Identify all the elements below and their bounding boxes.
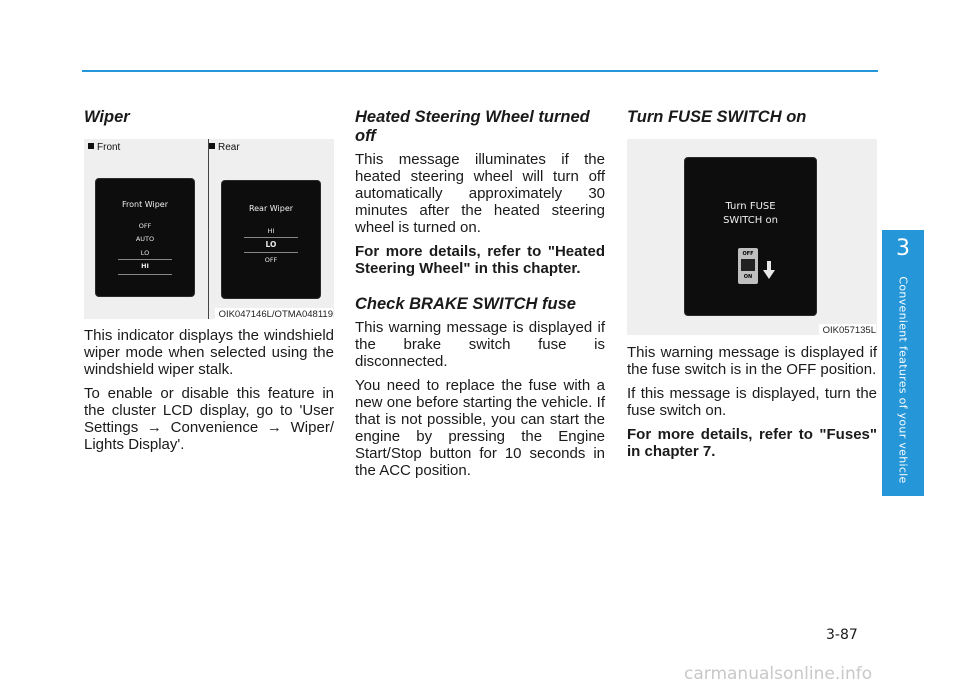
fuse-switch-paragraph-2: If this message is displayed, turn the fuse switch on.	[627, 385, 877, 419]
section-fuse-switch	[627, 108, 877, 467]
fuse-figure-caption: OIK057135L	[819, 324, 876, 336]
chapter-number: 3	[896, 236, 910, 261]
front-option-auto: AUTO	[135, 235, 155, 243]
wiper-figure	[84, 139, 334, 319]
fuse-switch-icon	[738, 248, 758, 284]
rear-option-lo: LO	[265, 240, 277, 249]
fuse-screen-line-2: SWITCH on	[723, 215, 778, 226]
fuse-switch-reference: For more details, refer to "Fuses" in chapter 7.	[627, 426, 877, 460]
legend-rear: Rear	[209, 142, 240, 153]
top-rule	[82, 70, 878, 72]
chapter-title: Convenient features of your vehicle	[896, 276, 910, 484]
fuse-switch-paragraph-1: This warning message is displayed if the fuse switch is in the OFF position.	[627, 344, 877, 378]
front-wiper-screen	[95, 178, 195, 297]
rear-option-hi: HI	[267, 227, 275, 235]
legend-square-icon	[209, 143, 215, 149]
section-heated-steering	[355, 108, 605, 486]
heated-steering-heading: Heated Steering Wheel turned off	[355, 108, 590, 145]
front-option-hi: HI	[141, 262, 149, 270]
wiper-paragraph-1: This indicator displays the windshield wiper mode when selected using the windshield wiper stalk.	[84, 327, 334, 378]
front-option-lo: LO	[140, 249, 150, 257]
front-wiper-title: Front Wiper	[121, 200, 169, 209]
fuse-screen-line-1: Turn FUSE	[725, 201, 776, 212]
fuse-switch-figure	[627, 139, 877, 335]
wiper-heading: Wiper	[84, 108, 130, 126]
brake-switch-heading: Check BRAKE SWITCH fuse	[355, 295, 576, 313]
brake-switch-paragraph-2: You need to replace the fuse with a new one before starting the vehicle. If that is not possible, you can start the engine by pressing the Engine Start/Stop button for 10 seconds in the ACC position.	[355, 377, 605, 479]
brake-switch-paragraph-1: This warning message is displayed if the brake switch fuse is disconnected.	[355, 319, 605, 370]
fuse-switch-screen	[684, 157, 817, 316]
rear-wiper-screen	[221, 180, 321, 299]
section-wiper	[84, 108, 334, 460]
rear-option-off: OFF	[264, 256, 278, 264]
switch-on-label: ON	[743, 274, 753, 280]
figure-divider	[208, 139, 209, 319]
fuse-switch-heading: Turn FUSE SWITCH on	[627, 108, 807, 126]
page-number: 3-87	[826, 627, 858, 643]
heated-steering-reference: For more details, refer to "Heated Steering Wheel" in this chapter.	[355, 243, 605, 277]
legend-front: Front	[88, 142, 120, 153]
front-option-off: OFF	[138, 222, 152, 230]
switch-off-label: OFF	[742, 251, 754, 257]
wiper-paragraph-2: To enable or disable this feature in the cluster LCD display, go to 'User Settings → Convenience → Wiper/ Lights Display'.	[84, 385, 334, 453]
legend-square-icon	[88, 143, 94, 149]
arrow-down-icon	[763, 261, 775, 279]
watermark: carmanualsonline.info	[684, 664, 873, 684]
rear-wiper-title: Rear Wiper	[248, 204, 294, 213]
wiper-figure-caption: OIK047146L/OTMA048119	[215, 308, 333, 320]
switch-slider	[741, 259, 755, 271]
heated-steering-paragraph: This message illuminates if the heated steering wheel will turn off automatically approximately 30 minutes after the heated steering wheel is turned on.	[355, 151, 605, 236]
